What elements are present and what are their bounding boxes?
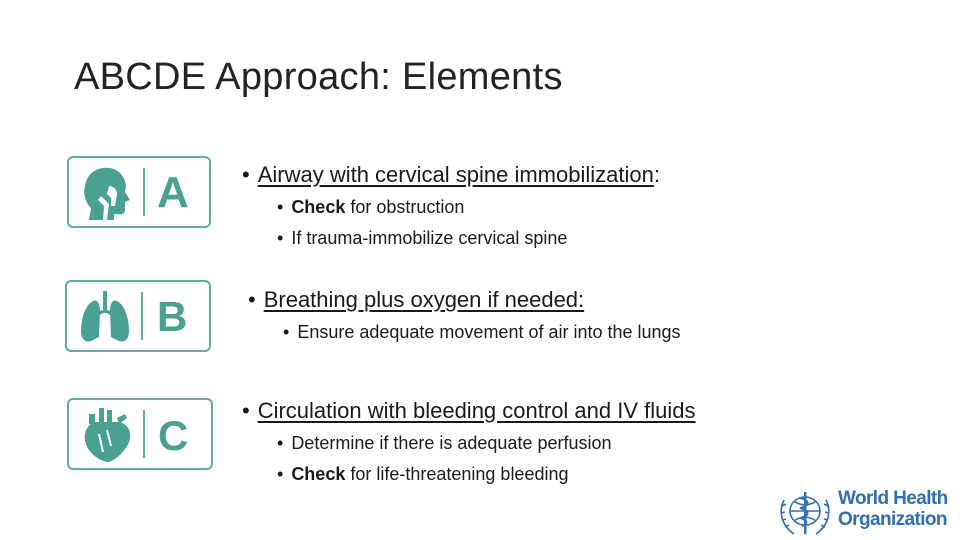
lungs-icon — [79, 289, 131, 345]
sub-bullet-check-obstruction — [277, 197, 464, 218]
sub-bullet-text: If trauma-immobilize cervical spine — [291, 228, 568, 248]
card-breathing — [65, 280, 211, 352]
sub-bullet-text: for obstruction — [345, 197, 465, 217]
sub-bullet-perfusion — [277, 433, 612, 454]
airway-heading: Airway with cervical spine immobilization — [257, 162, 654, 187]
letter-c: C — [158, 412, 189, 459]
heart-icon — [81, 406, 133, 464]
sub-bullet-text: for life-threatening bleeding — [345, 464, 569, 484]
sub-bullet-immobilize — [277, 228, 567, 249]
bullet-dot: • — [283, 322, 290, 342]
bullet-dot: • — [277, 228, 284, 248]
bullet-dot: • — [242, 398, 250, 423]
bullet-airway — [242, 162, 660, 188]
head-airway-icon — [81, 164, 135, 222]
sub-bullet-air-movement — [283, 322, 681, 343]
bullet-dot: • — [277, 197, 284, 217]
who-logo — [776, 486, 952, 538]
breathing-heading: Breathing plus oxygen if needed: — [263, 287, 585, 312]
circulation-heading: Circulation with bleeding control and IV fluids — [257, 398, 696, 423]
card-divider — [143, 410, 145, 458]
airway-heading-colon: : — [653, 162, 660, 187]
bullet-dot: • — [277, 433, 284, 453]
sub-bullet-text: Determine if there is adequate perfusion — [291, 433, 612, 453]
letter-b: B — [157, 293, 188, 340]
bullet-dot: • — [248, 287, 256, 312]
bold-check: Check — [291, 464, 346, 484]
bullet-dot: • — [277, 464, 284, 484]
bullet-breathing — [248, 287, 584, 313]
bold-check: Check — [291, 197, 346, 217]
bullet-circulation — [242, 398, 696, 424]
letter-a: A — [157, 168, 189, 217]
slide-title: ABCDE Approach: Elements — [74, 56, 563, 98]
card-divider — [143, 168, 145, 216]
who-emblem-icon — [776, 486, 834, 540]
who-wordmark — [838, 488, 948, 530]
who-line-1: World Health — [838, 488, 948, 509]
sub-bullet-text: Ensure adequate movement of air into the lungs — [297, 322, 681, 342]
card-circulation — [67, 398, 213, 470]
card-airway — [67, 156, 211, 228]
bullet-dot: • — [242, 162, 250, 187]
sub-bullet-check-bleeding — [277, 464, 569, 485]
card-divider — [141, 292, 143, 340]
who-line-2: Organization — [838, 509, 947, 530]
